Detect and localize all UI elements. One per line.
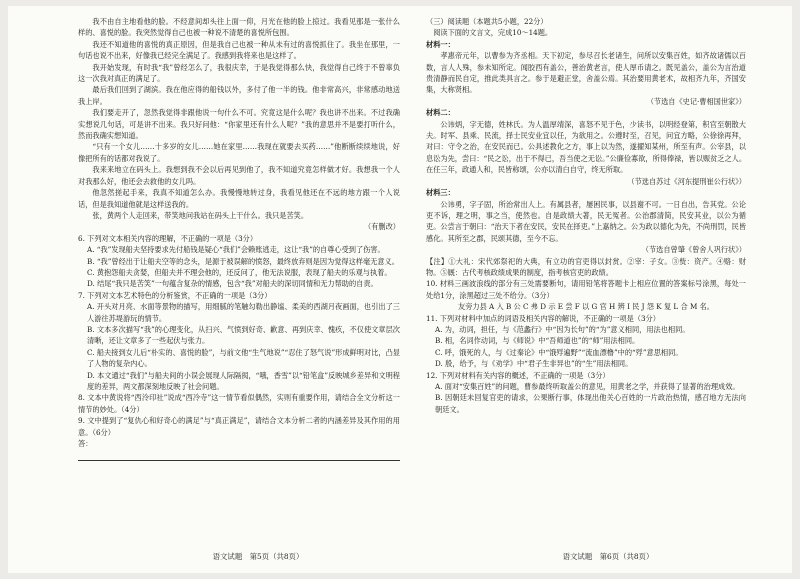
answer-line[interactable]: [78, 450, 400, 461]
option-c: C. 黄抱怨船夫贪婪，但船夫并不理会他的，还反问了，他无法说服，表现了船夫的乐观与执着。: [87, 267, 392, 277]
material-2-heading: 材料二：: [426, 108, 455, 118]
material-2-source: （节选自苏过《河东提刑崔公行状》）: [627, 176, 746, 186]
option-a: A. 开头对月亮、水面等景物的描写，用细腻的笔触勾勒出静谧、柔美的西湖月夜画面，也引出了三人游往苏堤游玩的情节。: [87, 302, 400, 323]
left-column: [78, 16, 400, 461]
question-11: 11. 下列对材料中加点的词语及相关内容的解说，不正确的一项是（3分）: [426, 313, 660, 323]
question-8: 8. 文本中黄说将“西泠印社”说成“西冷寺”这一情节看似偶然，实则有重要作用，请结合全文分析这一情节的妙处。（4分）: [78, 393, 400, 414]
annotation-note: 【注】①大礼：宋代郊祭祀的大典，有立功的官吏得以封赏。②宰：子女。③赀：资产。④赂：财物。⑤厩：古代考核政绩成果的制度，指考核官吏的政绩。: [426, 256, 746, 277]
story-text: [78, 16, 400, 233]
material-3-source: （节选自曾肇《曾舍人巩行状》）: [641, 245, 746, 255]
section-intro: 阅读下面的文言文，完成10～14题。: [433, 28, 553, 38]
material-1-heading: 材料一：: [426, 39, 455, 49]
option-d: D. 结尾“我只是苦笑”一句蕴含复杂的情感，包含“我”对船夫的深切同情和无力帮助的自责。: [87, 279, 378, 289]
story-paragraph: 我不由自主地看他的脸。不经意间却头往上面一仰，月光在他的脸上掠过。我看见那是一张什么样的、喜悦的脸。我突然觉得自己也被一种说不清楚的喜悦所包围。: [78, 17, 400, 38]
material-1-text: 孝惠帝元年，以曹参为齐丞相。天下初定，参尽召长老诸生，问所以安集百姓，如齐故诸儒以百数，言人人殊，参未知所定。闻胶西有盖公，善治黄老言，使人厚币请之。既见盖公，盖公为言治道贵清静而民自定，推此类具言之。参于是避正堂，舍盖公焉。其治要用黄老术，故相齐九年，齐国安集，大称贤相。: [426, 51, 746, 95]
option-c: C. 船夫接到女儿后“朴实的、喜悦的脸”，与前文他“生气地说”“忍住了怒气说”形成鲜明对比，凸显了人物的复杂内心。: [87, 347, 400, 369]
story-paragraph: 最后我们回到了湖滨。我在他应得的船钱以外，多付了他一半的钱。他非常高兴，非常感动地送我上岸。: [78, 85, 400, 106]
story-paragraph: 我开始发现，有时我“我”曾经怎么了，我很庆幸，于是我觉得那么快，我觉得自己终于不曾辜负这一次我对真正的满足了。: [78, 62, 400, 84]
story-paragraph: 张，黄两个人走回来，带笑地问我站在码头上干什么。我只是苦笑。: [92, 210, 309, 220]
question-10: 10. 材料三画波浪线的部分有三处需要断句，请用铅笔将答题卡上相应位置的答案标号涂黑，每处一处给1分，涂黑超过三处不给分。（3分）: [426, 279, 746, 300]
option-b: B. 文本多次描写“我”的心理变化，从扫兴、气愤到好奇、歉意、再到庆幸、愧疚，不仅使文章层次清晰，还让文章多了一些起伏与张力。: [87, 324, 400, 346]
question-stem: 7. 下列对文本艺术特色的分析鉴赏，不正确的一项是（3分）: [78, 290, 272, 300]
page-footer-left: 语文试题 第5页（共8页）: [212, 552, 304, 561]
question-7: [78, 290, 400, 393]
story-paragraph: 他忽然搓起手来，我真不知道怎么办。我慢慢地转过身，我看见他还在不远的地方跟一个人说话，但是我知道他就是这样送我的。: [78, 188, 400, 209]
option-b: B. “我”曾经出于让船夫空等的念头，是源于被误解的愤怒，最终放弃则是因为觉得这样毫无意义。: [87, 256, 399, 266]
option-c: C. 呼，饿死的人，与《过秦论》中“饿殍遍野”“流血漂橹”中的“殍”意思相同。: [435, 347, 683, 357]
material-1-source: （节选自《史记·曹相国世家》）: [646, 96, 746, 106]
question-10-sentence[interactable]: 友旁力县 A 入 B 公 C 弗 D 示 E 尝 F 以 G 官 H 辨 I 民 J 怨 K 复 L 合 M 名。: [458, 302, 714, 312]
material-2-text: 公讳炳，字无德，姓林氏。为人温厚靖深，喜怒不见于色，少读书，以明经登第，积官至朝散大夫。时军、县乘、民流，择士民安业宜以任，为欲用之。公遵时至，召见，问宜方略，公徐徐再拜，对曰：守令之治，在安民而已。公具述教化之方，事上以为然，遂擢知某州，所至有声。公宰县，以息讼为先，尝曰：“民之讼，出于不得已，吾当使之无讼。”公廉俭寡欲，所得俸禄，皆以赈贫乏之人。在任三年，政通人和，民皆称颂，公亦以清白自守，终无所取。: [426, 119, 747, 175]
story-paragraph: “只有一个女儿……十多岁的女儿……她在家里……我现在就要去买药……”他断断续续地说，好像把所有的话都对我说了。: [78, 142, 400, 163]
material-3-text: 公讳勇，字子固，所治常出人上。有属县者，屡困民事，以县谢不可。一日自出，告其党。公论吏不诉，理之明，事之当，使然也。自是政绩大著，民无冤者。公治郡清简，民安其业，以公为循吏。公尝言于朝曰：“治天下者在安民，安民在择吏。”上嘉纳之。公为政以德化为先，不尚刑罚，民皆感化。其所至之郡，民颂其德，至今不忘。: [426, 199, 747, 243]
section-title: （三）阅读题（本题共5小题，22分）: [426, 17, 548, 26]
story-paragraph: 我还不知道他的喜悦的真正原因，但是我自己也被一种从未有过的喜悦抓住了。我坐在那里，一句话也说不出来，好像我已经完全满足了。我感到我将来也是这样了。: [78, 39, 400, 61]
question-6: [78, 233, 400, 290]
option-a: A. “我”发现船夫坚持要求先付船钱是疑心“我们”会赖账逃走，这让“我”的自尊心受到了伤害。: [87, 245, 385, 255]
option-a: A. 面对“安集百姓”的问题，曹参最终听取盖公的意见，用黄老之学，并获得了显著的治理成效。: [435, 382, 740, 391]
question-9: 9. 文中提到了“复仇心和好奇心的满足”与“真正满足”，请结合文本分析二者的内涵差异及其作用的用意。（6分）: [78, 416, 400, 437]
right-column: [426, 16, 746, 415]
material-3-heading: 材料三：: [426, 188, 455, 198]
option-b: B. 因朝廷未回复官吏的请求，公果断行事，体现出他关心百姓的一片政治热情，感召地方无法向朝廷文。: [435, 393, 746, 414]
story-paragraph: 我来来地立在码头上。我想到我不会以后再见到他了，我不知道究竟怎样做才好。我想我一个人对我那么好，他还会去救他的女儿吗。: [78, 165, 400, 186]
question-stem: 6. 下列对文本相关内容的理解，不正确的一项是（3分）: [78, 233, 258, 243]
story-paragraph: 我们要走开了，忽然我觉得非跟他说一句什么不可。究竟这是什么呢？我也讲不出来。不过我确实想说几句话，可是讲不出来。我只好问他：“你家里还有什么人呢？”我的意思并不是要打听什么，然而我确实想知道。: [78, 108, 400, 141]
question-12: 12. 下列对材料有关内容的概述，不正确的一项是（3分）: [426, 370, 610, 380]
answer-label: 答：: [78, 439, 93, 449]
story-source: （有删改）: [364, 222, 400, 232]
option-b: B. 相，名词作动词，与《师说》中“吾师道也”的“师”用法相同。: [435, 336, 640, 346]
option-d: D. 本文通过“我们”与船夫间的小误会展现人际隔阂，“哦，香雪”以“铅笔盒”反映城乡差异和文明程度的差异，两文都深刻地反映了社会问题。: [87, 370, 400, 391]
exam-sheet: [8, 6, 792, 573]
option-d: D. 殷，给予，与《劝学》中“君子生非异也”的“生”用法相同。: [435, 359, 633, 369]
page-footer-right: 语文试题 第6页（共8页）: [562, 552, 654, 561]
option-a: A. 为，动词，担任，与《范蠡行》中“因为长句”的“为”意义相同，用法也相同。: [435, 324, 690, 334]
